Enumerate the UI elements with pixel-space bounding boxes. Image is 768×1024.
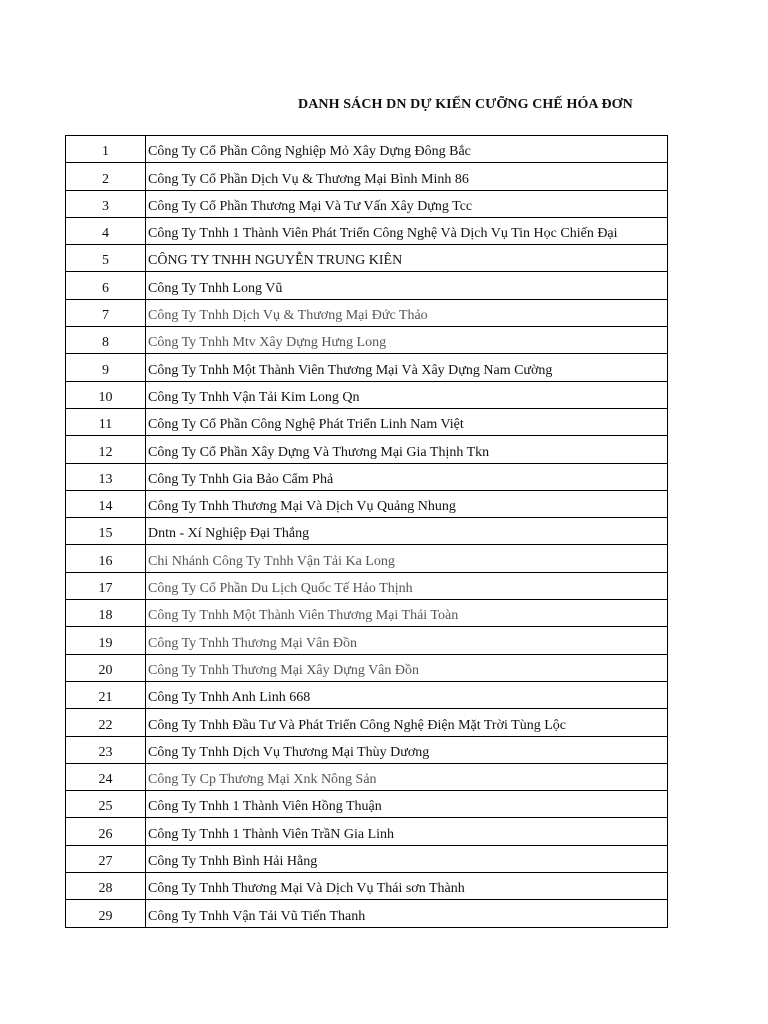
company-name: Công Ty Tnhh Thương Mại Và Dịch Vụ Thái sơn Thành <box>146 873 668 900</box>
row-number: 2 <box>66 163 146 190</box>
table-row <box>66 654 668 681</box>
row-number: 24 <box>66 763 146 790</box>
row-number: 6 <box>66 272 146 299</box>
table-row <box>66 381 668 408</box>
company-name: Công Ty Tnhh Vận Tải Vũ Tiến Thanh <box>146 900 668 927</box>
table-row <box>66 818 668 845</box>
table-row <box>66 327 668 354</box>
company-name: Công Ty Tnhh Long Vũ <box>146 272 668 299</box>
table-row <box>66 354 668 381</box>
row-number: 13 <box>66 463 146 490</box>
company-list-table <box>65 135 668 928</box>
row-number: 28 <box>66 873 146 900</box>
row-number: 26 <box>66 818 146 845</box>
row-number: 8 <box>66 327 146 354</box>
row-number: 14 <box>66 490 146 517</box>
company-name: Công Ty Tnhh Thương Mại Xây Dựng Vân Đồn <box>146 654 668 681</box>
row-number: 17 <box>66 572 146 599</box>
row-number: 23 <box>66 736 146 763</box>
table-row <box>66 681 668 708</box>
company-name: Công Ty Tnhh Một Thành Viên Thương Mại Thái Toàn <box>146 600 668 627</box>
row-number: 4 <box>66 217 146 244</box>
company-name: Công Ty Cổ Phần Du Lịch Quốc Tế Hảo Thịnh <box>146 572 668 599</box>
table-row <box>66 845 668 872</box>
company-list-body <box>66 136 668 928</box>
company-name: Công Ty Cổ Phần Công Nghệ Phát Triển Linh Nam Việt <box>146 408 668 435</box>
company-name: Công Ty Tnhh Vận Tải Kim Long Qn <box>146 381 668 408</box>
company-name: Công Ty Tnhh Đầu Tư Và Phát Triển Công Nghệ Điện Mặt Trời Tùng Lộc <box>146 709 668 736</box>
company-name: Công Ty Tnhh 1 Thành Viên Phát Triển Công Nghệ Và Dịch Vụ Tin Học Chiến Đại <box>146 217 668 244</box>
table-row <box>66 245 668 272</box>
row-number: 22 <box>66 709 146 736</box>
table-row <box>66 600 668 627</box>
row-number: 16 <box>66 545 146 572</box>
company-name: Công Ty Tnhh Anh Linh 668 <box>146 681 668 708</box>
company-name: Công Ty Tnhh Gia Bảo Cẩm Phả <box>146 463 668 490</box>
row-number: 18 <box>66 600 146 627</box>
company-name: Công Ty Tnhh Dịch Vụ & Thương Mại Đức Thảo <box>146 299 668 326</box>
company-name: Công Ty Tnhh Thương Mại Và Dịch Vụ Quảng Nhung <box>146 490 668 517</box>
company-name: Công Ty Tnhh Mtv Xây Dựng Hưng Long <box>146 327 668 354</box>
table-row <box>66 518 668 545</box>
row-number: 9 <box>66 354 146 381</box>
company-name: Công Ty Tnhh Dịch Vụ Thương Mại Thùy Dương <box>146 736 668 763</box>
row-number: 19 <box>66 627 146 654</box>
row-number: 5 <box>66 245 146 272</box>
row-number: 1 <box>66 136 146 163</box>
row-number: 20 <box>66 654 146 681</box>
table-row <box>66 272 668 299</box>
company-name: Dntn - Xí Nghiệp Đại Thắng <box>146 518 668 545</box>
table-row <box>66 299 668 326</box>
table-row <box>66 190 668 217</box>
table-row <box>66 572 668 599</box>
table-row <box>66 545 668 572</box>
row-number: 11 <box>66 408 146 435</box>
row-number: 15 <box>66 518 146 545</box>
document-title: DANH SÁCH DN DỰ KIẾN CƯỠNG CHẾ HÓA ĐƠN <box>298 97 633 112</box>
table-row <box>66 736 668 763</box>
table-row <box>66 163 668 190</box>
company-name: Công Ty Cổ Phần Thương Mại Và Tư Vấn Xây Dựng Tcc <box>146 190 668 217</box>
company-name: Công Ty Cp Thương Mại Xnk Nông Sản <box>146 763 668 790</box>
company-name: Công Ty Tnhh Bình Hải Hằng <box>146 845 668 872</box>
row-number: 10 <box>66 381 146 408</box>
table-row <box>66 873 668 900</box>
row-number: 27 <box>66 845 146 872</box>
table-row <box>66 791 668 818</box>
table-row <box>66 709 668 736</box>
table-row <box>66 627 668 654</box>
table-row <box>66 217 668 244</box>
table-row <box>66 436 668 463</box>
company-name: Công Ty Tnhh Thương Mại Vân Đồn <box>146 627 668 654</box>
company-name: CÔNG TY TNHH NGUYỄN TRUNG KIÊN <box>146 245 668 272</box>
row-number: 25 <box>66 791 146 818</box>
company-name: Công Ty Cổ Phần Dịch Vụ & Thương Mại Bình Minh 86 <box>146 163 668 190</box>
table-row <box>66 136 668 163</box>
row-number: 12 <box>66 436 146 463</box>
table-row <box>66 463 668 490</box>
row-number: 21 <box>66 681 146 708</box>
company-name: Công Ty Tnhh 1 Thành Viên Hồng Thuận <box>146 791 668 818</box>
row-number: 29 <box>66 900 146 927</box>
company-name: Công Ty Cổ Phần Công Nghiệp Mỏ Xây Dựng Đông Bắc <box>146 136 668 163</box>
table-row <box>66 763 668 790</box>
company-name: Công Ty Tnhh 1 Thành Viên TrầN Gia Linh <box>146 818 668 845</box>
row-number: 7 <box>66 299 146 326</box>
table-row <box>66 490 668 517</box>
table-row <box>66 408 668 435</box>
company-name: Công Ty Tnhh Một Thành Viên Thương Mại Và Xây Dựng Nam Cường <box>146 354 668 381</box>
company-name: Công Ty Cổ Phần Xây Dựng Và Thương Mại Gia Thịnh Tkn <box>146 436 668 463</box>
table-row <box>66 900 668 927</box>
row-number: 3 <box>66 190 146 217</box>
company-name: Chi Nhánh Công Ty Tnhh Vận Tải Ka Long <box>146 545 668 572</box>
